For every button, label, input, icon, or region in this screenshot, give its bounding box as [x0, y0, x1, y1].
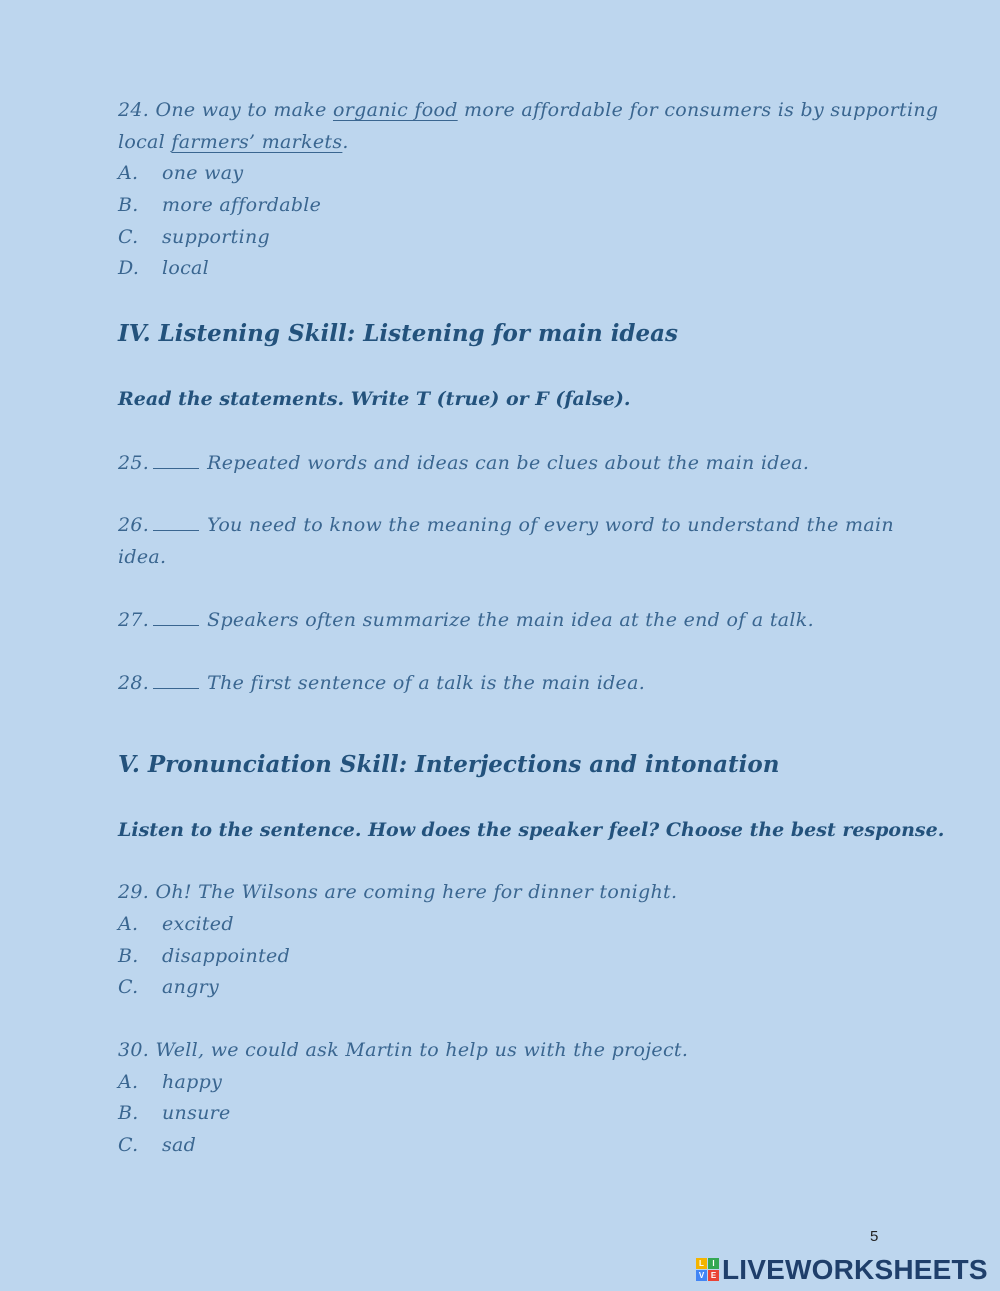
- option-text: sad: [162, 1134, 197, 1156]
- logo-square: I: [708, 1258, 719, 1269]
- item-text: You need to know the meaning of every word to understand the main: [207, 514, 894, 536]
- option-text: unsure: [162, 1102, 231, 1124]
- section-v-heading: V. Pronunciation Skill: Interjections and intonation: [118, 751, 780, 778]
- q29-stem: 29. Oh! The Wilsons are coming here for dinner tonight.: [118, 881, 678, 903]
- option-text: disappointed: [162, 945, 291, 967]
- liveworksheets-logo[interactable]: [696, 1254, 988, 1286]
- q27-answer-blank[interactable]: [153, 611, 199, 626]
- item-text: Speakers often summarize the main idea at the end of a talk.: [207, 609, 814, 631]
- q29-option-b[interactable]: [118, 945, 290, 967]
- logo-square: L: [696, 1258, 707, 1269]
- q26-answer-blank[interactable]: [153, 516, 199, 531]
- q24-text: 24. One way to make: [118, 99, 333, 121]
- q29-option-c[interactable]: [118, 976, 219, 998]
- option-letter: B.: [118, 194, 139, 216]
- option-letter: C.: [118, 226, 139, 248]
- q24-option-d[interactable]: [118, 257, 209, 279]
- item-number: 26.: [118, 514, 150, 536]
- q24-text: more affordable for consumers is by supporting: [457, 99, 939, 121]
- q24-stem-line2: [118, 131, 349, 153]
- item-text: Repeated words and ideas can be clues about the main idea.: [207, 452, 810, 474]
- option-text: supporting: [162, 226, 270, 248]
- q30-option-c[interactable]: [118, 1134, 196, 1156]
- q30-option-b[interactable]: [118, 1102, 231, 1124]
- option-text: more affordable: [162, 194, 322, 216]
- option-text: excited: [162, 913, 234, 935]
- item-number: 25.: [118, 452, 150, 474]
- page-number: 5: [870, 1228, 879, 1245]
- option-letter: B.: [118, 1102, 139, 1124]
- option-text: angry: [162, 976, 220, 998]
- q28-answer-blank[interactable]: [153, 674, 199, 689]
- q24-stem-line1: [118, 99, 938, 121]
- q28-item: [118, 672, 645, 694]
- option-letter: C.: [118, 1134, 139, 1156]
- item-text: The first sentence of a talk is the main idea.: [207, 672, 646, 694]
- q24-option-b[interactable]: [118, 194, 321, 216]
- section-iv-heading: IV. Listening Skill: Listening for main ideas: [118, 320, 678, 347]
- q25-item: [118, 452, 809, 474]
- q24-underlined-organic-food: organic food: [332, 99, 458, 121]
- q27-item: [118, 609, 814, 631]
- item-number: 28.: [118, 672, 150, 694]
- q24-option-c[interactable]: [118, 226, 270, 248]
- logo-square: E: [708, 1270, 719, 1281]
- q29-option-a[interactable]: [118, 913, 234, 935]
- q26-item: [118, 514, 894, 536]
- option-letter: D.: [118, 257, 140, 279]
- q30-stem: 30. Well, we could ask Martin to help us with the project.: [118, 1039, 689, 1061]
- option-text: one way: [162, 162, 244, 184]
- brand-text: LIVEWORKSHEETS: [722, 1254, 988, 1285]
- q24-text: local: [118, 131, 172, 153]
- option-text: local: [162, 257, 210, 279]
- q24-underlined-farmers-markets: farmers’ markets: [171, 131, 343, 153]
- item-number: 27.: [118, 609, 150, 631]
- q24-option-a[interactable]: [118, 162, 243, 184]
- option-letter: A.: [118, 1071, 139, 1093]
- option-letter: A.: [118, 162, 139, 184]
- option-letter: A.: [118, 913, 139, 935]
- q25-answer-blank[interactable]: [153, 454, 199, 469]
- liveworksheets-logo-icon: [696, 1258, 720, 1282]
- logo-square: V: [696, 1270, 707, 1281]
- option-letter: B.: [118, 945, 139, 967]
- section-v-instruction: Listen to the sentence. How does the speaker feel? Choose the best response.: [118, 819, 945, 841]
- q30-option-a[interactable]: [118, 1071, 222, 1093]
- q26-item-continued: idea.: [118, 546, 167, 568]
- option-text: happy: [162, 1071, 223, 1093]
- section-iv-instruction: Read the statements. Write T (true) or F (false).: [118, 388, 631, 410]
- q24-text: .: [342, 131, 349, 153]
- option-letter: C.: [118, 976, 139, 998]
